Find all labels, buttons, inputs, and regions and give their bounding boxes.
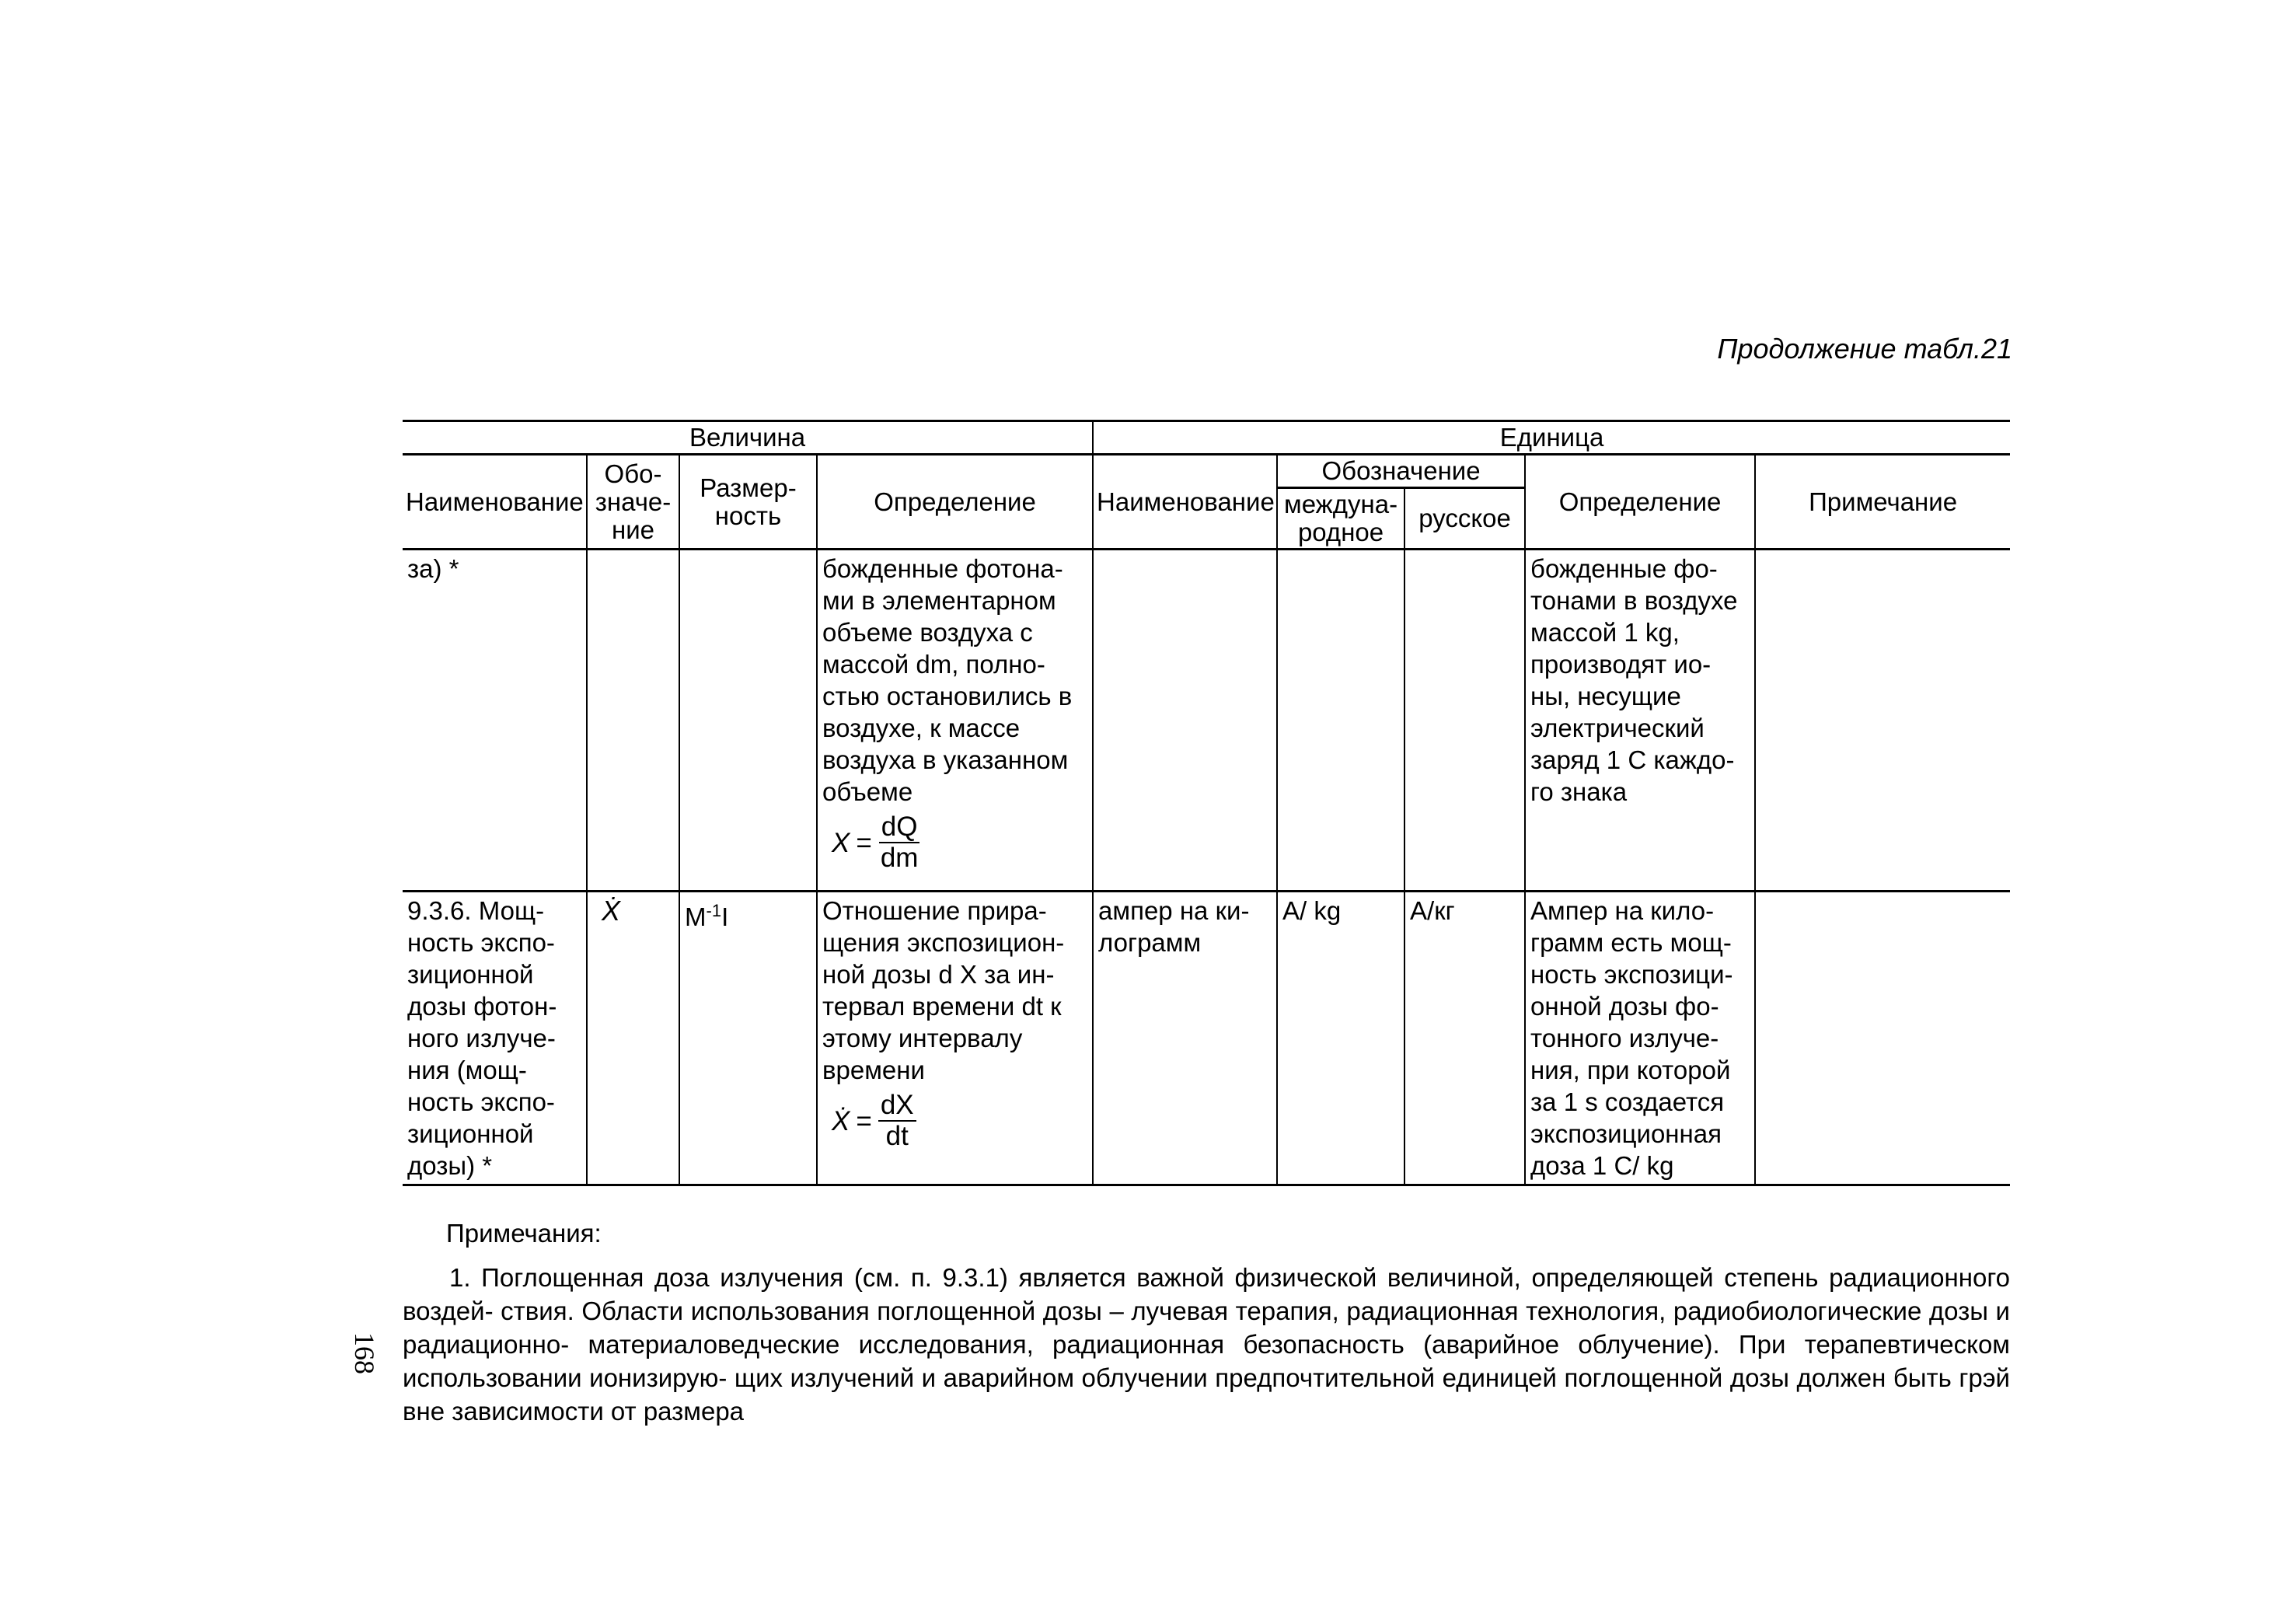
dimension-exponent: -1 bbox=[706, 901, 722, 920]
note-item: 1. Поглощенная доза излучения (см. п. 9.3.1) является важной физической величиной, определяющей степень радиационного воздей- ствия. Области использования поглощенной дозы – лучевая терапия, радиационная технология, радиобиологические дозы и радиационно- материаловедческие исследования, радиационная безопасность (аварийное облучение). При терапевтическом использовании ионизирую- щих излучений и аварийном облучении предпочтительной единицей поглощенной дозы должен быть грэй вне зависимости от размера bbox=[403, 1263, 2010, 1426]
header-quantity-name: Наименование bbox=[403, 455, 587, 550]
cell-quantity-name: за) * bbox=[403, 550, 587, 892]
formula-lhs: Ẋ bbox=[832, 1105, 850, 1136]
cell-unit-note bbox=[1755, 550, 2010, 892]
cell-quantity-dimension bbox=[679, 550, 817, 892]
definition-text: божденные фотона- ми в элементарном объеме воздуха с массой dm, полно- стью остановились в воздухе, к массе воздуха в указанном объеме bbox=[822, 554, 1073, 806]
formula bbox=[832, 812, 1087, 873]
cell-quantity-definition bbox=[817, 892, 1093, 1185]
group-header-quantity: Величина bbox=[403, 421, 1093, 455]
formula-denominator: dt bbox=[885, 1121, 909, 1151]
formula-fraction bbox=[878, 1091, 916, 1151]
header-unit-international: междуна- родное bbox=[1277, 488, 1404, 550]
cell-quantity-definition bbox=[817, 550, 1093, 892]
header-unit-definition: Определение bbox=[1525, 455, 1755, 550]
cell-unit-russian bbox=[1404, 550, 1525, 892]
header-quantity-symbol: Обо- значе- ние bbox=[587, 455, 679, 550]
cell-unit-definition: Ампер на кило- грамм есть мощ- ность экспозици- онной дозы фо- тонного излуче- ния, при которой за 1 s создается экспозиционная доза 1 C/ kg bbox=[1525, 892, 1755, 1185]
header-quantity-definition: Определение bbox=[817, 455, 1093, 550]
dimension-tail: I bbox=[721, 902, 729, 931]
cell-unit-name: ампер на ки- лограмм bbox=[1093, 892, 1277, 1185]
definition-text: Отношение прира- щения экспозицион- ной дозы d X за ин- тервал времени dt к этому интервалу времени bbox=[822, 896, 1065, 1084]
formula-denominator: dm bbox=[880, 843, 919, 873]
formula-numerator: dQ bbox=[879, 812, 920, 843]
dimension-base: M bbox=[685, 902, 707, 931]
formula-equals: = bbox=[856, 1105, 872, 1136]
group-header-unit: Единица bbox=[1093, 421, 2010, 455]
formula-fraction bbox=[878, 812, 921, 873]
formula-numerator: dX bbox=[878, 1091, 916, 1122]
cell-unit-note bbox=[1755, 892, 2010, 1185]
cell-unit-definition: божденные фо- тонами в воздухе массой 1 kg, производят ио- ны, несущие электрический заряд 1 C каждо- го знака bbox=[1525, 550, 1755, 892]
table-row bbox=[403, 550, 2010, 892]
cell-unit-international: A/ kg bbox=[1277, 892, 1404, 1185]
page-number: 168 bbox=[349, 1332, 380, 1374]
units-table bbox=[403, 420, 2010, 1186]
cell-quantity-symbol bbox=[587, 550, 679, 892]
header-unit-designation: Обозначение bbox=[1277, 455, 1525, 488]
cell-quantity-symbol bbox=[587, 892, 679, 1185]
cell-quantity-name: 9.3.6. Мощ- ность экспо- зиционной дозы фотон- ного излуче- ния (мощ- ность экспо- зиционной дозы) * bbox=[403, 892, 587, 1185]
cell-quantity-dimension bbox=[679, 892, 817, 1185]
formula-lhs: X bbox=[832, 827, 850, 858]
header-unit-russian: русское bbox=[1404, 488, 1525, 550]
table-caption: Продолжение табл.21 bbox=[1717, 333, 2012, 365]
notes-section bbox=[403, 1216, 2010, 1428]
header-unit-name: Наименование bbox=[1093, 455, 1277, 550]
cell-unit-international bbox=[1277, 550, 1404, 892]
formula bbox=[832, 1091, 1087, 1151]
cell-unit-name bbox=[1093, 550, 1277, 892]
header-unit-note: Примечание bbox=[1755, 455, 2010, 550]
table-row bbox=[403, 892, 2010, 1185]
notes-title: Примечания: bbox=[446, 1219, 602, 1248]
symbol-x-dot: Ẋ bbox=[602, 895, 621, 927]
formula-equals: = bbox=[856, 827, 872, 858]
cell-unit-russian: А/кг bbox=[1404, 892, 1525, 1185]
header-quantity-dimension: Размер- ность bbox=[679, 455, 817, 550]
